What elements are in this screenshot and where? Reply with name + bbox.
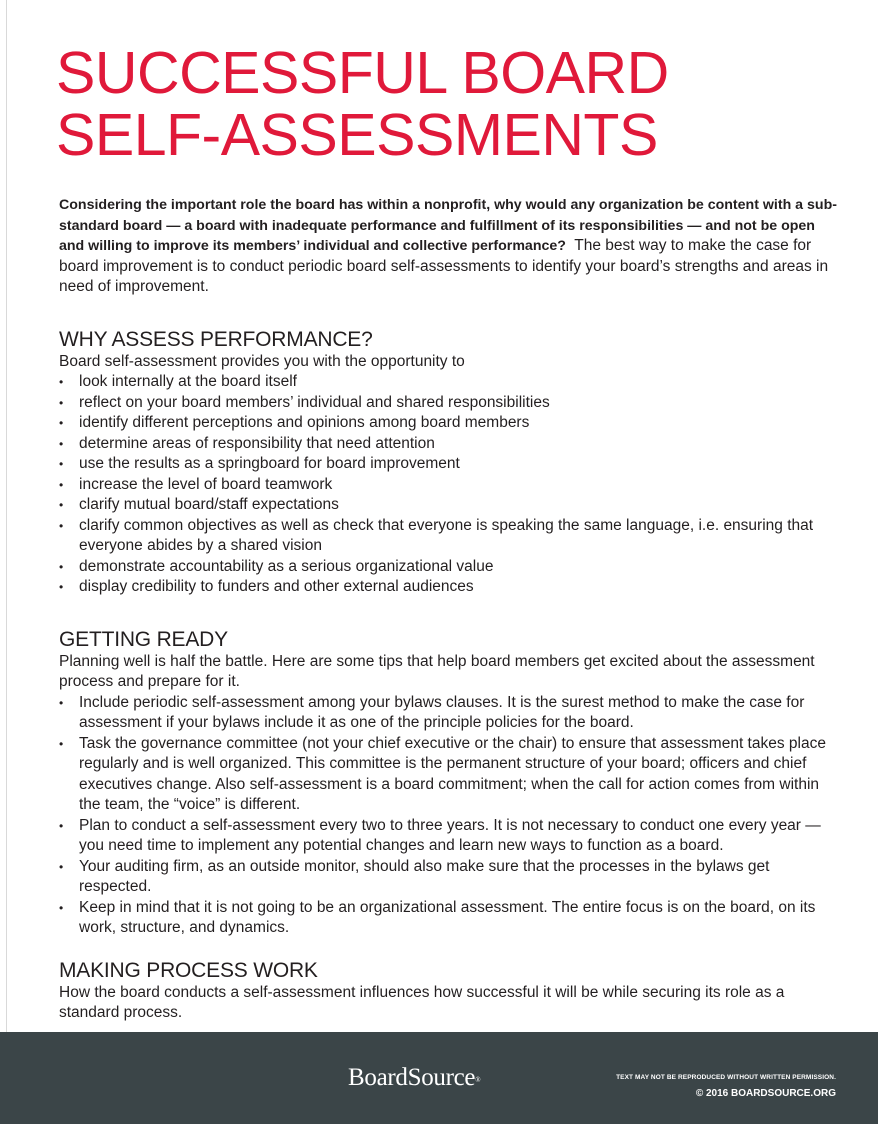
intro-paragraph [59,195,839,298]
list-item: • demonstrate accountability as a serious organizational value [59,557,839,578]
list-item: • clarify common objectives as well as check that everyone is speaking the same language, i.e. ensuring that everyone abides by a shared vision [59,516,839,557]
why-assess-list [59,372,839,598]
title-line-2: SELF-ASSESSMENTS [56,102,658,168]
list-item: • display credibility to funders and other external audiences [59,577,839,598]
list-item: • identify different perceptions and opinions among board members [59,413,839,434]
rights-notice: TEXT MAY NOT BE REPRODUCED WITHOUT WRITTEN PERMISSION. [616,1074,836,1081]
section-lead-getting-ready: Planning well is half the battle. Here are some tips that help board members get excited about the assessment process and prepare for it. [59,652,815,690]
logo-text: BoardSource [348,1064,476,1091]
list-item: • clarify mutual board/staff expectations [59,495,839,516]
list-item: • Your auditing firm, as an outside monitor, should also make sure that the processes in the bylaws get respected. [59,857,839,898]
registered-mark: ® [475,1076,481,1084]
document-body [59,195,839,1024]
list-item: • Task the governance committee (not your chief executive or the chair) to ensure that assessment takes place regularly and is well organized. This committee is the permanent structure of your board; officers and chief executives change. Also self-assessment is a board commitment; when the call for action comes from within the team, the “voice” is different. [59,734,839,816]
section-heading-getting-ready: GETTING READY [59,627,228,651]
title-line-1: SUCCESSFUL BOARD [56,40,669,106]
section-heading-why-assess: WHY ASSESS PERFORMANCE? [59,327,373,351]
section-lead-making-process-work: How the board conducts a self-assessment influences how successful it will be while securing its role as a standard process. [59,983,785,1021]
section-lead-why-assess: Board self-assessment provides you with the opportunity to [59,352,465,370]
list-item: • determine areas of responsibility that need attention [59,434,839,455]
page-footer [0,1032,878,1124]
copyright-notice: © 2016 BOARDSOURCE.ORG [695,1088,836,1099]
section-heading-making-process-work: MAKING PROCESS WORK [59,958,318,982]
boardsource-logo [348,1064,480,1092]
list-item: • use the results as a springboard for board improvement [59,454,839,475]
document-title [56,42,856,166]
intro-regular-text: The best way to make the case for board improvement is to conduct periodic board self-assessments to identify your board’s strengths and areas in need of improvement. [59,237,829,295]
page-edge-line [6,0,7,1032]
intro-bold-text: Considering the important role the board has within a nonprofit, why would any organization be content with a sub-standard board — a board with inadequate performance and fulfillment of its responsibilities — and not be open and willing to improve its members’ individual and collective performance? [59,197,837,254]
list-item: • reflect on your board members’ individual and shared responsibilities [59,393,839,414]
list-item: • increase the level of board teamwork [59,475,839,496]
list-item: • look internally at the board itself [59,372,839,393]
list-item: • Keep in mind that it is not going to be an organizational assessment. The entire focus is on the board, on its work, structure, and dynamics. [59,898,839,939]
getting-ready-list [59,693,839,939]
list-item: • Include periodic self-assessment among your bylaws clauses. It is the surest method to make the case for assessment if your bylaws include it as one of the principle policies for the board. [59,693,839,734]
list-item: • Plan to conduct a self-assessment every two to three years. It is not necessary to conduct one every year — you need time to implement any potential changes and learn new ways to function as a board. [59,816,839,857]
